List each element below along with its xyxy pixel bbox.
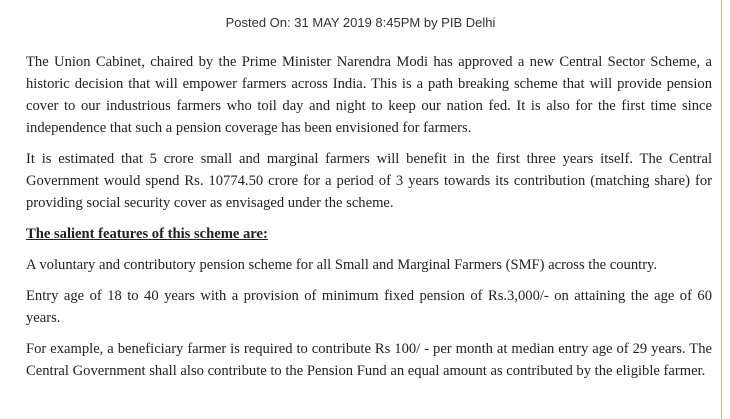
paragraph-voluntary-scheme: A voluntary and contributory pension scheme for all Small and Marginal Farmers (SMF) across the country. xyxy=(26,257,658,273)
article-body xyxy=(26,51,712,391)
paragraph-cabinet-approval: The Union Cabinet, chaired by the Prime Minister Narendra Modi has approved a new Central Sector Scheme, a historic decision that will empower farmers across India. This is a path breaking scheme that will provide pension cover to our industrious farmers who toil day and night to keep our nation fed. It is also for the first time since independence that such a pension coverage has been envisioned for farmers. xyxy=(26,54,712,136)
salient-features-heading: The salient features of this scheme are: xyxy=(26,226,268,242)
paragraph-entry-age: Entry age of 18 to 40 years with a provision of minimum fixed pension of Rs.3,000/- on attaining the age of 60 years. xyxy=(26,288,712,326)
paragraph-beneficiary-estimate: It is estimated that 5 crore small and marginal farmers will benefit in the first three years itself. The Central Government would spend Rs. 10774.50 crore for a period of 3 years towards its contribution (matching share) for providing social security cover as envisaged under the scheme. xyxy=(26,151,712,211)
paragraph-contribution-example: For example, a beneficiary farmer is required to contribute Rs 100/ - per month at median entry age of 29 years. The Central Government shall also contribute to the Pension Fund an equal amount as contributed by the eligible farmer. xyxy=(26,341,712,379)
posted-date-line: Posted On: 31 MAY 2019 8:45PM by PIB Delhi xyxy=(225,15,496,30)
